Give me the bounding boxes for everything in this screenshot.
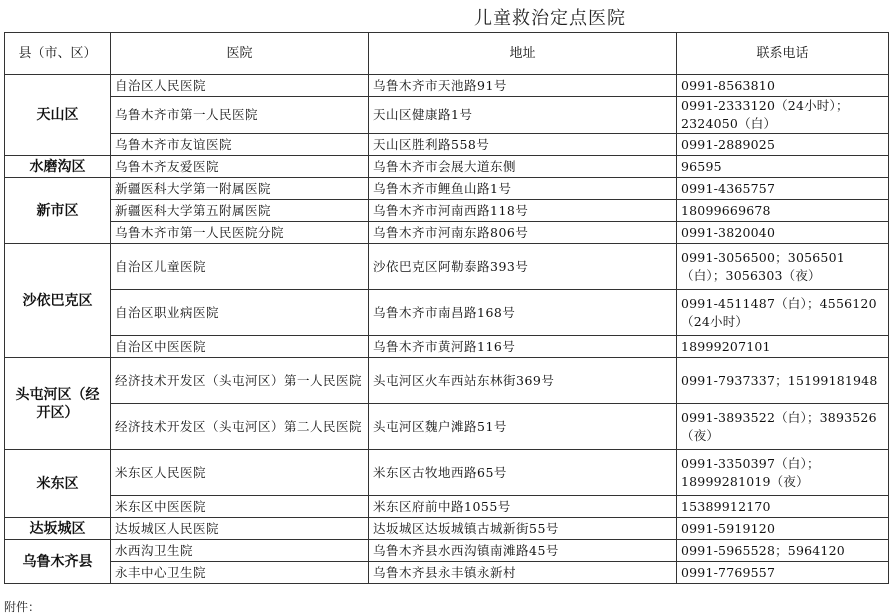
hospital-table: [4, 32, 889, 584]
table-row: [5, 404, 889, 450]
table-row: [5, 156, 889, 178]
phone-cell: 0991-2889025: [677, 134, 889, 156]
address-cell: 达坂城区达坂城镇古城新街55号: [369, 518, 677, 540]
table-row: [5, 540, 889, 562]
hospital-cell: 新疆医科大学第五附属医院: [111, 200, 369, 222]
phone-cell: 0991-7769557: [677, 562, 889, 584]
phone-cell: 15389912170: [677, 496, 889, 518]
table-row: [5, 290, 889, 336]
table-row: [5, 97, 889, 134]
county-cell: 头屯河区（经开区）: [5, 358, 111, 450]
phone-cell: 0991-3893522（白）；3893526（夜）: [677, 404, 889, 450]
table-row: [5, 450, 889, 496]
phone-cell: 18099669678: [677, 200, 889, 222]
phone-cell: 0991-5965528；5964120: [677, 540, 889, 562]
table-row: [5, 244, 889, 290]
address-cell: 乌鲁木齐市会展大道东侧: [369, 156, 677, 178]
address-cell: 头屯河区火车西站东林街369号: [369, 358, 677, 404]
county-cell: 天山区: [5, 75, 111, 156]
address-cell: 天山区胜利路558号: [369, 134, 677, 156]
table-body: [5, 75, 889, 584]
hospital-cell: 自治区儿童医院: [111, 244, 369, 290]
phone-cell: 0991-4365757: [677, 178, 889, 200]
hospital-cell: 乌鲁木齐友爱医院: [111, 156, 369, 178]
county-cell: 沙依巴克区: [5, 244, 111, 358]
table-row: [5, 562, 889, 584]
table-row: [5, 222, 889, 244]
phone-cell: 0991-3350397（白）；18999281019（夜）: [677, 450, 889, 496]
phone-cell: 0991-4511487（白）；4556120（24小时）: [677, 290, 889, 336]
table-row: [5, 496, 889, 518]
header-hospital: 医院: [111, 33, 369, 75]
hospital-cell: 自治区职业病医院: [111, 290, 369, 336]
address-cell: 乌鲁木齐市天池路91号: [369, 75, 677, 97]
hospital-cell: 经济技术开发区（头屯河区）第一人民医院: [111, 358, 369, 404]
county-cell: 乌鲁木齐县: [5, 540, 111, 584]
table-row: [5, 336, 889, 358]
hospital-cell: 米东区人民医院: [111, 450, 369, 496]
county-cell: 达坂城区: [5, 518, 111, 540]
address-cell: 乌鲁木齐市黄河路116号: [369, 336, 677, 358]
table-row: [5, 200, 889, 222]
hospital-cell: 乌鲁木齐市第一人民医院分院: [111, 222, 369, 244]
table-header-row: [5, 33, 889, 75]
address-cell: 乌鲁木齐县水西沟镇南滩路45号: [369, 540, 677, 562]
address-cell: 天山区健康路1号: [369, 97, 677, 134]
phone-cell: 0991-8563810: [677, 75, 889, 97]
table-row: [5, 358, 889, 404]
page-title: 儿童救治定点医院: [474, 8, 626, 29]
hospital-cell: 自治区中医医院: [111, 336, 369, 358]
header-county: 县（市、区）: [5, 33, 111, 75]
address-cell: 乌鲁木齐县永丰镇永新村: [369, 562, 677, 584]
phone-cell: 0991-5919120: [677, 518, 889, 540]
phone-cell: 0991-7937337；15199181948: [677, 358, 889, 404]
phone-cell: 0991-3056500；3056501（白）；3056303（夜）: [677, 244, 889, 290]
address-cell: 乌鲁木齐市河南西路118号: [369, 200, 677, 222]
header-phone: 联系电话: [677, 33, 889, 75]
county-cell: 新市区: [5, 178, 111, 244]
phone-cell: 18999207101: [677, 336, 889, 358]
hospital-cell: 新疆医科大学第一附属医院: [111, 178, 369, 200]
hospital-cell: 永丰中心卫生院: [111, 562, 369, 584]
hospital-cell: 达坂城区人民医院: [111, 518, 369, 540]
hospital-cell: 乌鲁木齐市友谊医院: [111, 134, 369, 156]
address-cell: 头屯河区魏户滩路51号: [369, 404, 677, 450]
table-row: [5, 518, 889, 540]
address-cell: 米东区府前中路1055号: [369, 496, 677, 518]
table-row: [5, 134, 889, 156]
hospital-cell: 水西沟卫生院: [111, 540, 369, 562]
header-address: 地址: [369, 33, 677, 75]
address-cell: 乌鲁木齐市鲤鱼山路1号: [369, 178, 677, 200]
phone-cell: 0991-2333120（24小时）；2324050（白）: [677, 97, 889, 134]
county-cell: 米东区: [5, 450, 111, 518]
county-cell: 水磨沟区: [5, 156, 111, 178]
address-cell: 乌鲁木齐市南昌路168号: [369, 290, 677, 336]
address-cell: 乌鲁木齐市河南东路806号: [369, 222, 677, 244]
hospital-cell: 经济技术开发区（头屯河区）第二人民医院: [111, 404, 369, 450]
phone-cell: 0991-3820040: [677, 222, 889, 244]
table-row: [5, 178, 889, 200]
address-cell: 米东区古牧地西路65号: [369, 450, 677, 496]
address-cell: 沙依巴克区阿勒泰路393号: [369, 244, 677, 290]
table-row: [5, 75, 889, 97]
hospital-cell: 乌鲁木齐市第一人民医院: [111, 97, 369, 134]
hospital-cell: 自治区人民医院: [111, 75, 369, 97]
hospital-cell: 米东区中医医院: [111, 496, 369, 518]
phone-cell: 96595: [677, 156, 889, 178]
footnote: 附件：: [4, 600, 41, 614]
